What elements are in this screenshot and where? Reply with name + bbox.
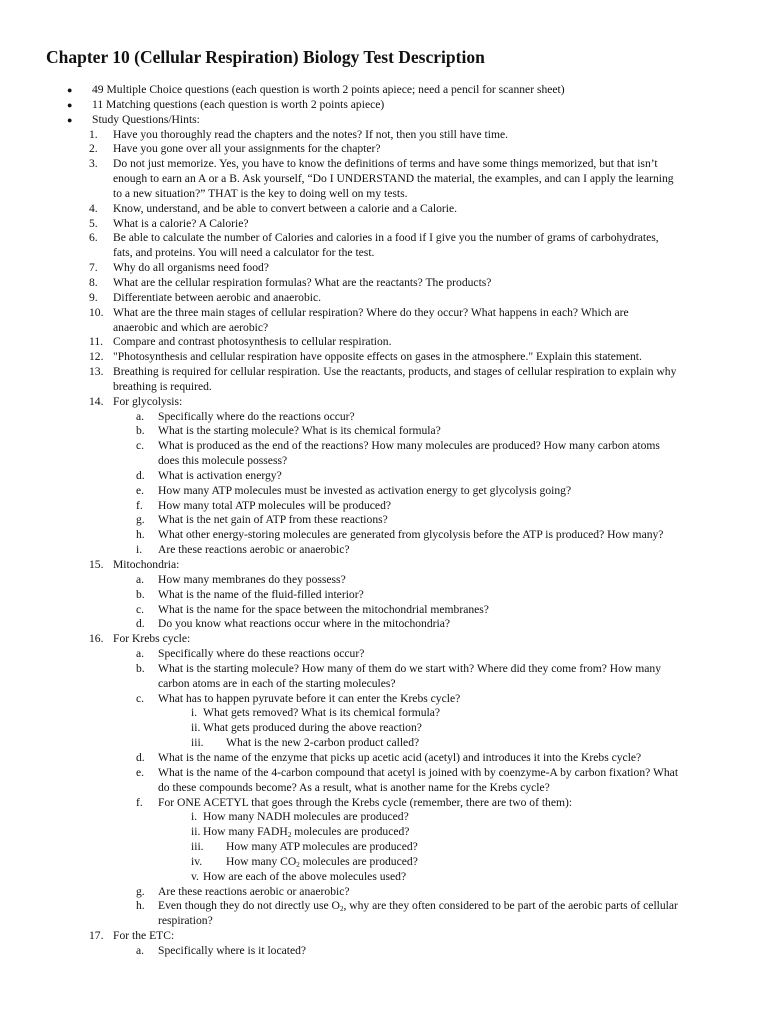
question-5: 5. What is a calorie? A Calorie? — [89, 216, 249, 230]
question-8: 8. What are the cellular respiration formulas? What are the reactants? The products? — [89, 275, 492, 289]
question-15-c: c. What is the name for the space between the mitochondrial membranes? — [136, 602, 489, 616]
question-14-h: h. What other energy-storing molecules are generated from glycolysis before the ATP is produced? How many? — [136, 528, 664, 542]
question-10: 10. What are the three main stages of cellular respiration? Where do they occur? What happens in each? Which are — [89, 305, 629, 319]
question-14-c-cont: does this molecule possess? — [158, 454, 288, 468]
question-14: 14. For glycolysis: — [89, 394, 183, 408]
question-6-cont: fats, and proteins. You will need a calculator for the test. — [113, 246, 375, 260]
question-16-d: d. What is the name of the enzyme that picks up acetic acid (acetyl) and introduces it into the Krebs cycle? — [136, 750, 642, 764]
question-16-h-cont: respiration? — [158, 914, 213, 928]
question-16-e-cont: do these compounds become? As a result, what is another name for the Krebs cycle? — [158, 780, 550, 794]
question-14-c: c. What is produced as the end of the reactions? How many molecules are produced? How many carbon atoms — [136, 439, 660, 453]
question-3-cont: enough to earn an A or a B. Ask yourself, “Do I UNDERSTAND the material, the examples, and can I apply the learning — [113, 172, 674, 186]
question-15-b: b. What is the name of the fluid-filled interior? — [136, 587, 364, 601]
question-16-b-cont: carbon atoms are in each of the starting molecules? — [158, 676, 396, 690]
question-16-b: b. What is the starting molecule? How many of them do we start with? Where did they come from? How many — [136, 661, 662, 675]
question-4: 4. Know, understand, and be able to convert between a calorie and a Calorie. — [89, 201, 458, 215]
question-15: 15. Mitochondria: — [89, 558, 180, 571]
question-1: 1. Have you thoroughly read the chapters and the notes? If not, then you still have time. — [89, 127, 509, 141]
question-12: 12. "Photosynthesis and cellular respiration have opposite effects on gases in the atmosphere." Explain this statement. — [89, 350, 642, 364]
question-16-e: e. What is the name of the 4-carbon compound that acetyl is joined with by coenzyme-A by carbon fixation? What — [136, 765, 679, 779]
question-14-d: d. What is activation energy? — [136, 468, 282, 482]
question-17: 17. For the ETC: — [89, 929, 175, 943]
page-title: Chapter 10 (Cellular Respiration) Biology Test Description — [46, 47, 485, 67]
question-11: 11. Compare and contrast photosynthesis to cellular respiration. — [89, 335, 392, 349]
question-13: 13. Breathing is required for cellular respiration. Use the reactants, products, and stages of cellular respiration to explain why — [89, 365, 677, 379]
question-7: 7. Why do all organisms need food? — [89, 261, 269, 275]
question-9: 9. Differentiate between aerobic and anaerobic. — [89, 290, 322, 304]
question-10-cont: anaerobic and which are aerobic? — [113, 320, 269, 334]
question-16-c-i: i. What gets removed? What is its chemical formula? — [191, 706, 441, 720]
question-14-e: e. How many ATP molecules must be invested as activation energy to get glycolysis going? — [136, 483, 572, 497]
bullet-item: ● 11 Matching questions (each question is worth 2 points apiece) — [67, 97, 385, 111]
question-3: 3. Do not just memorize. Yes, you have to know the definitions of terms and have some things memorized, but that isn’t — [89, 157, 658, 171]
question-15-a: a. How many membranes do they possess? — [136, 572, 346, 586]
question-16: 16. For Krebs cycle: — [89, 632, 191, 646]
question-14-i: i. Are these reactions aerobic or anaerobic? — [136, 543, 350, 557]
bullet-icon: ● — [67, 114, 73, 125]
question-16-f-v: v. How are each of the above molecules used? — [191, 869, 407, 883]
bullet-item: ● 49 Multiple Choice questions (each question is worth 2 points apiece; need a pencil for scanner sheet) — [67, 83, 565, 96]
question-16-c-iii: iii. What is the new 2-carbon product called? — [191, 736, 420, 750]
question-16-f: f. For ONE ACETYL that goes through the Krebs cycle (remember, there are two of them): — [136, 795, 573, 809]
question-16-f-ii: ii. How many $FADH_2$ molecules are produced? — [191, 825, 410, 840]
document-body — [0, 83, 768, 959]
question-6: 6. Be able to calculate the number of Calories and calories in a food if I give you the number of grams of carbohydrates, — [89, 231, 659, 245]
question-16-f-iv: iv. How many $CO_2$ molecules are produced? — [191, 854, 418, 869]
bullet-item: ● Study Questions/Hints: — [67, 112, 200, 126]
question-2: 2. Have you gone over all your assignments for the chapter? — [89, 142, 381, 156]
question-16-g: g. Are these reactions aerobic or anaerobic? — [136, 884, 350, 898]
question-16-c: c. What has to happen pyruvate before it can enter the Krebs cycle? — [136, 691, 461, 705]
question-13-cont: breathing is required. — [113, 379, 212, 393]
question-16-h: h. Even though they do not directly use $O_2$, why are they often considered to be part of the aerobic parts of cellular — [136, 899, 678, 914]
question-3-cont: to a new situation?” THAT is the key to doing well on my tests. — [113, 186, 408, 200]
bullet-icon: ● — [67, 99, 73, 110]
question-16-f-i: i. How many NADH molecules are produced? — [191, 810, 409, 824]
question-15-d: d. Do you know what reactions occur where in the mitochondria? — [136, 617, 451, 631]
question-14-a: a. Specifically where do the reactions occur? — [136, 409, 355, 423]
question-17-a: a. Specifically where is it located? — [136, 943, 307, 957]
question-14-b: b. What is the starting molecule? What is its chemical formula? — [136, 424, 441, 438]
question-16-f-iii: iii. How many ATP molecules are produced? — [191, 840, 418, 854]
question-16-c-ii: ii. What gets produced during the above reaction? — [191, 721, 422, 735]
question-14-f: f. How many total ATP molecules will be produced? — [136, 498, 392, 512]
bullet-icon: ● — [67, 85, 73, 95]
question-14-g: g. What is the net gain of ATP from these reactions? — [136, 513, 388, 527]
question-16-a: a. Specifically where do these reactions occur? — [136, 647, 365, 661]
